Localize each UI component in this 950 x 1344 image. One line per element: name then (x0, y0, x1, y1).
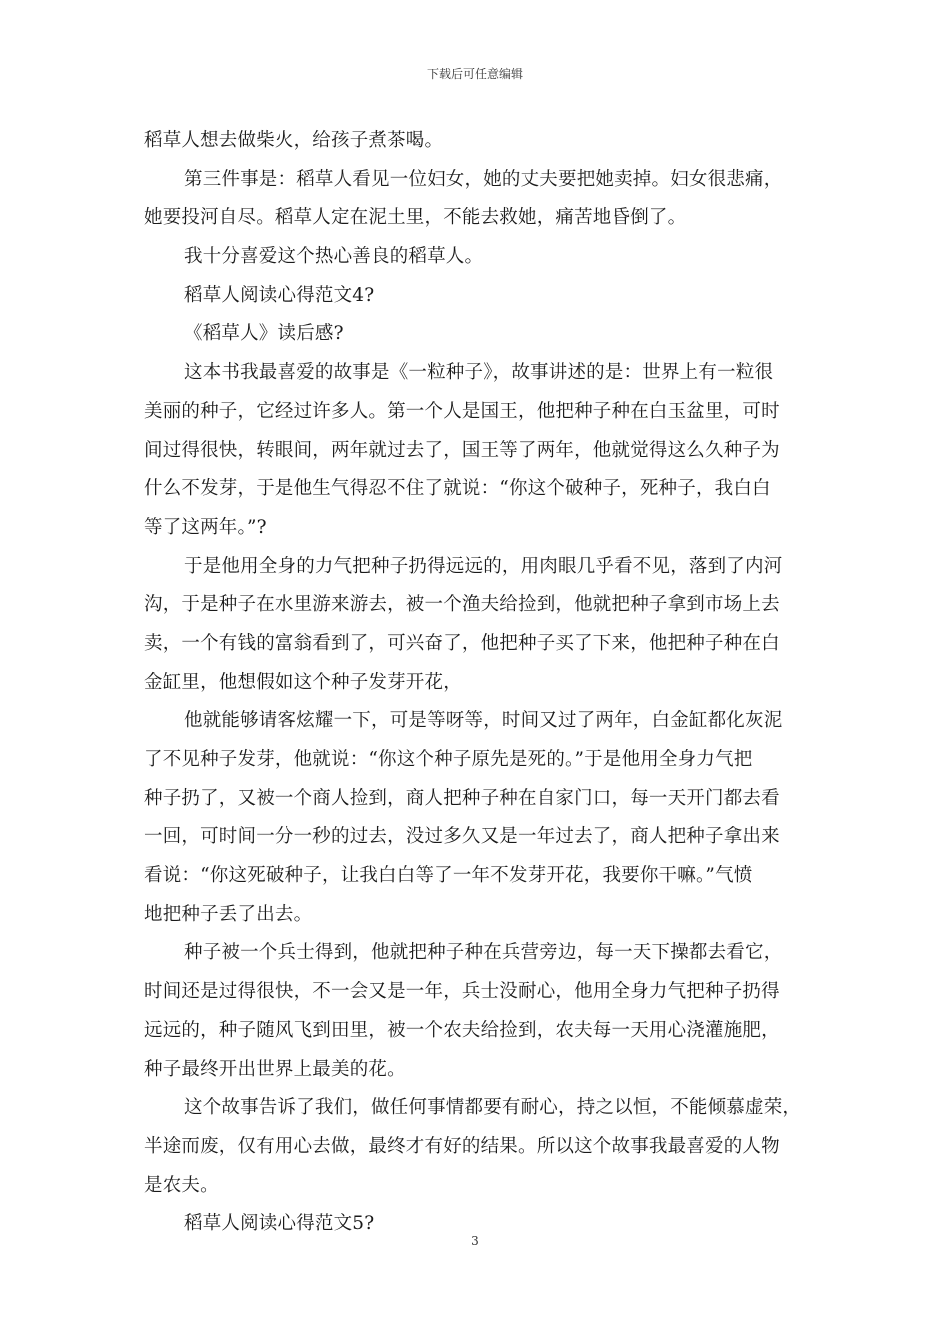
text-line: 远远的，种子随风飞到田里，被一个农夫给捡到，农夫每一天用心浇灌施肥， (144, 1019, 780, 1041)
text-line: 看说：“你这死破种子，让我白白等了一年不发芽开花，我要你干嘛。”气愤 (144, 865, 753, 887)
page-header: 下载后可任意编辑 (426, 67, 523, 81)
page-number: 3 (471, 1234, 479, 1248)
text-line: 间过得很快，转眼间，两年就过去了，国王等了两年，他就觉得这么久种子为 (144, 439, 780, 461)
text-line: 沟，于是种子在水里游来游去，被一个渔夫给捡到，他就把种子拿到市场上去 (144, 594, 780, 616)
document-body (144, 122, 814, 1244)
text-line: 他就能够请客炫耀一下，可是等呀等，时间又过了两年，白金缸都化灰泥 (184, 710, 783, 732)
text-line: 这本书我最喜爱的故事是《一粒种子》，故事讲述的是：世界上有一粒很 (184, 362, 774, 384)
text-line: 种子被一个兵士得到，他就把种子种在兵营旁边，每一天下操都去看它， (184, 942, 783, 964)
text-line: 金缸里，他想假如这个种子发芽开花， (144, 671, 462, 693)
text-line: 美丽的种子，它经过许多人。第一个人是国王，他把种子种在白玉盆里，可时 (144, 400, 780, 422)
text-line: 地把种子丢了出去。 (144, 903, 313, 925)
text-line: 她要投河自尽。稻草人定在泥土里，不能去救她，痛苦地昏倒了。 (144, 207, 687, 229)
text-line: 半途而废，仅有用心去做，最终才有好的结果。所以这个故事我最喜爱的人物 (144, 1135, 780, 1157)
text-line: 是农夫。 (144, 1174, 219, 1196)
text-line: 于是他用全身的力气把种子扔得远远的，用肉眼几乎看不见，落到了内河 (184, 555, 783, 577)
text-line: 我十分喜爱这个热心善良的稻草人。 (184, 246, 484, 268)
text-line: 这个故事告诉了我们，做任何事情都要有耐心，持之以恒，不能倾慕虚荣， (184, 1097, 802, 1119)
text-line: 种子最终开出世界上最美的花。 (144, 1058, 406, 1080)
text-line: 一回，可时间一分一秒的过去，没过多久又是一年过去了，商人把种子拿出来 (144, 826, 780, 848)
text-line: 第三件事是：稻草人看见一位妇女，她的丈夫要把她卖掉。妇女很悲痛， (184, 168, 783, 190)
section-heading: 稻草人阅读心得范文5? (184, 1213, 375, 1235)
text-line: 稻草人想去做柴火，给孩子煮茶喝。 (144, 130, 444, 151)
text-line: 了不见种子发芽，他就说：“你这个种子原先是死的。”于是他用全身力气把 (144, 749, 753, 770)
text-line: 卖，一个有钱的富翁看到了，可兴奋了，他把种子买了下来，他把种子种在白 (144, 632, 780, 654)
section-subheading: 《稻草人》读后感? (184, 323, 344, 345)
text-line: 什么不发芽，于是他生气得忍不住了就说：“你这个破种子，死种子，我白白 (144, 478, 771, 500)
text-line: 种子扔了，又被一个商人捡到，商人把种子种在自家门口，每一天开门都去看 (144, 787, 780, 809)
section-heading: 稻草人阅读心得范文4? (184, 284, 375, 306)
text-line: 等了这两年。”? (144, 516, 267, 538)
text-line: 时间还是过得很快，不一会又是一年，兵士没耐心，他用全身力气把种子扔得 (144, 981, 780, 1003)
